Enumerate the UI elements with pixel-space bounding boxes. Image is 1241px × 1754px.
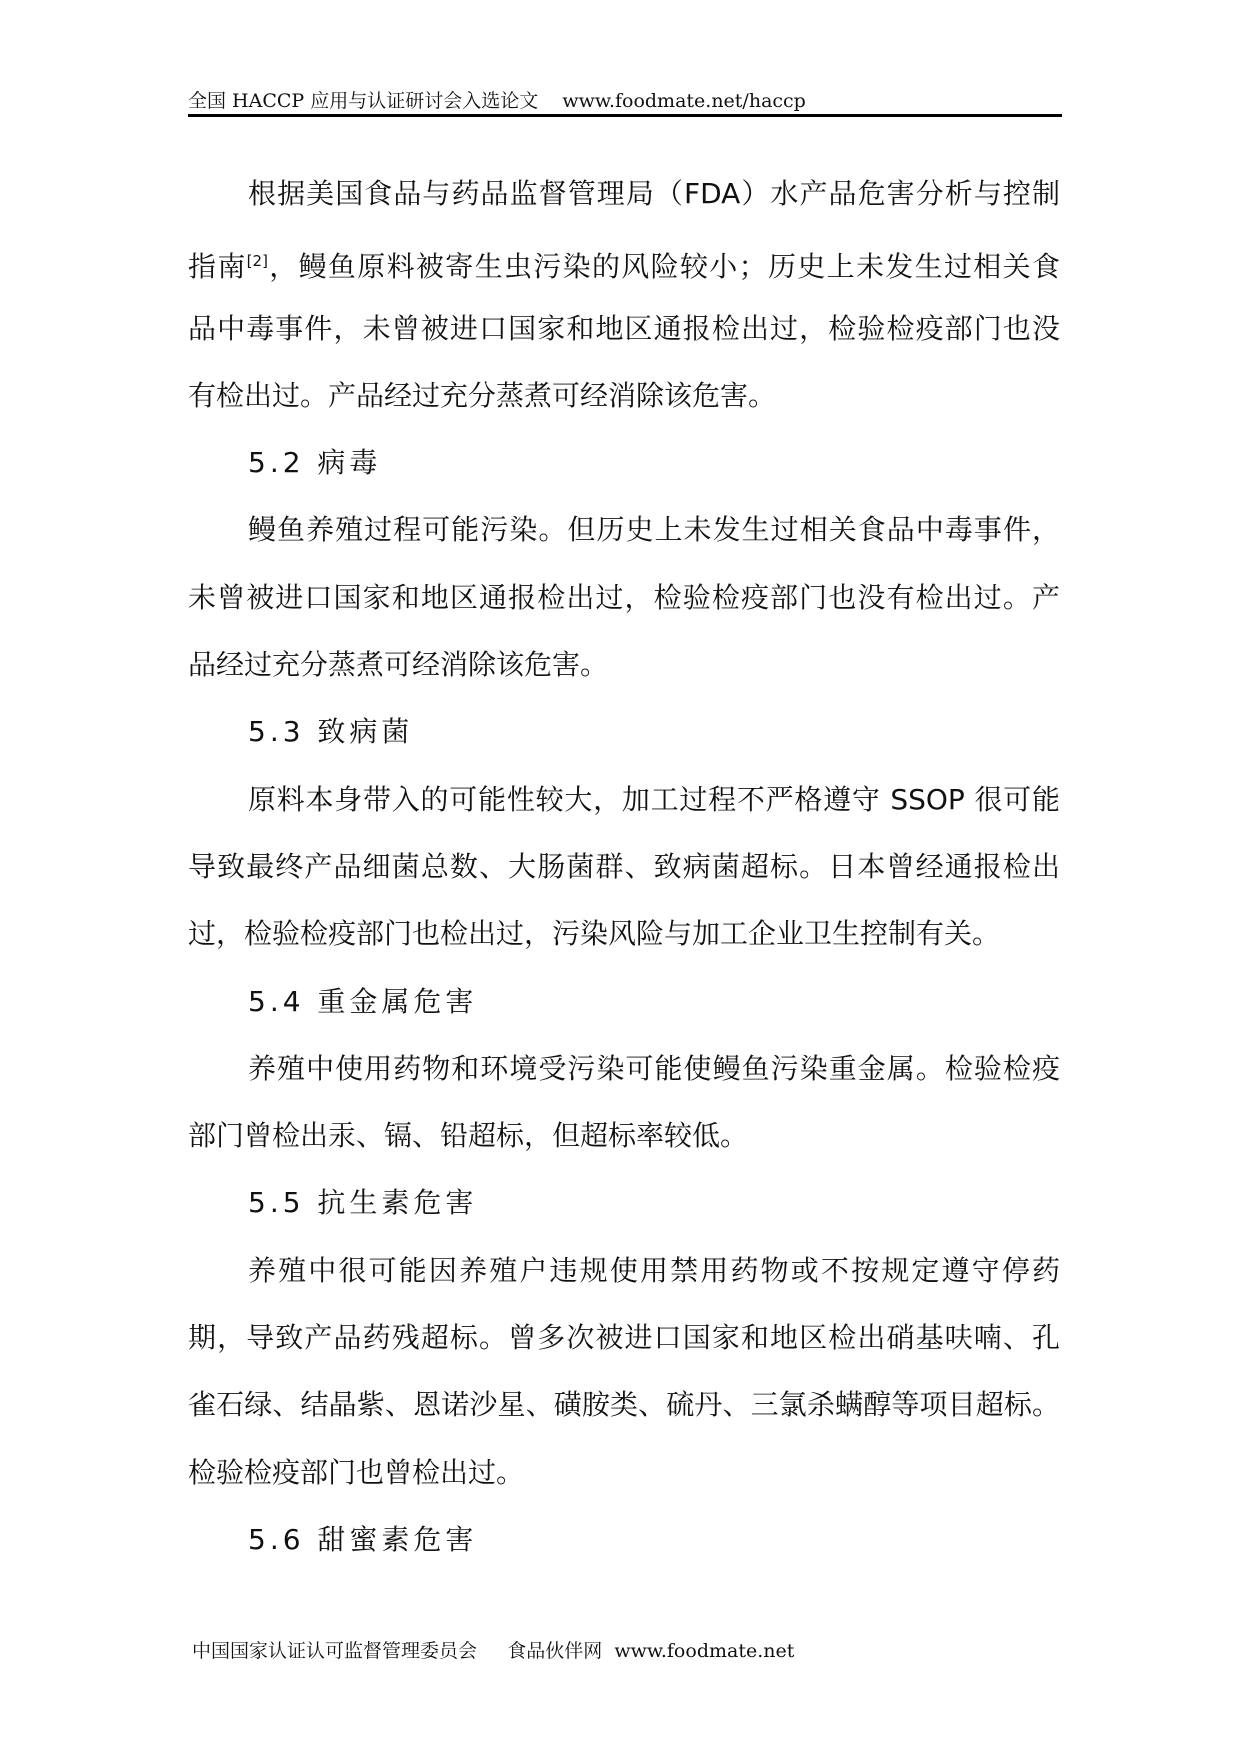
running-header: [188, 86, 806, 113]
paragraph-line: 过，检验检疫部门也检出过，污染风险与加工企业卫生控制有关。: [188, 917, 1001, 951]
document-body: [188, 170, 1060, 1583]
paragraph-line: 有检出过。产品经过充分蒸煮可经消除该危害。: [188, 378, 777, 412]
paragraph-line: 检验检疫部门也曾检出过。: [188, 1455, 525, 1489]
section-heading: 5.3 致病菌: [248, 715, 414, 749]
header-url[interactable]: www.foodmate.net/haccp: [562, 90, 806, 112]
paragraph-line: 雀石绿、结晶紫、恩诺沙星、磺胺类、硫丹、三氯杀螨醇等项目超标。: [188, 1388, 1060, 1422]
citation[interactable]: [2]: [246, 252, 268, 271]
section-heading: 5.2 病毒: [248, 446, 382, 480]
paragraph-line: 品经过充分蒸煮可经消除该危害。: [188, 648, 609, 682]
section-heading: 5.5 抗生素危害: [248, 1186, 478, 1220]
paragraph-line: 根据美国食品与药品监督管理局（FDA）水产品危害分析与控制: [248, 177, 1060, 210]
footer-site: 食品伙伴网: [507, 1640, 603, 1662]
paragraph-line: 部门曾检出汞、镉、铅超标，但超标率较低。: [188, 1119, 749, 1153]
paragraph-line: 养殖中使用药物和环境受污染可能使鳗鱼污染重金属。检验检疫: [248, 1051, 1060, 1085]
paragraph-line: 鳗鱼养殖过程可能污染。但历史上未发生过相关食品中毒事件，: [248, 513, 1060, 547]
footer-url[interactable]: www.foodmate.net: [614, 1640, 795, 1662]
section-heading: 5.4 重金属危害: [248, 984, 478, 1018]
text: 指南: [188, 250, 247, 284]
paragraph-line: 养殖中很可能因养殖户违规使用禁用药物或不按规定遵守停药: [248, 1253, 1060, 1287]
page-footer: [192, 1636, 794, 1663]
header-rule: [188, 114, 1062, 117]
paragraph-line: 导致最终产品细菌总数、大肠菌群、致病菌超标。日本曾经通报检出: [188, 849, 1060, 883]
section-heading: 5.6 甜蜜素危害: [248, 1522, 478, 1556]
text: ，鳗鱼原料被寄生虫污染的风险较小；历史上未发生过相关食: [267, 250, 1060, 284]
paragraph-line: 期，导致产品药残超标。曾多次被进口国家和地区检出硝基呋喃、孔: [188, 1321, 1060, 1355]
paragraph-line: 未曾被进口国家和地区通报检出过，检验检疫部门也没有检出过。产: [188, 580, 1060, 614]
paragraph-line: 原料本身带入的可能性较大，加工过程不严格遵守 SSOP 很可能: [248, 782, 1060, 816]
footer-org: 中国国家认证认可监督管理委员会: [192, 1640, 478, 1662]
paragraph-line: [188, 237, 1060, 304]
paragraph-line: 品中毒事件，未曾被进口国家和地区通报检出过，检验检疫部门也没: [188, 311, 1060, 345]
header-title: 全国 HACCP 应用与认证研讨会入选论文: [188, 90, 539, 112]
